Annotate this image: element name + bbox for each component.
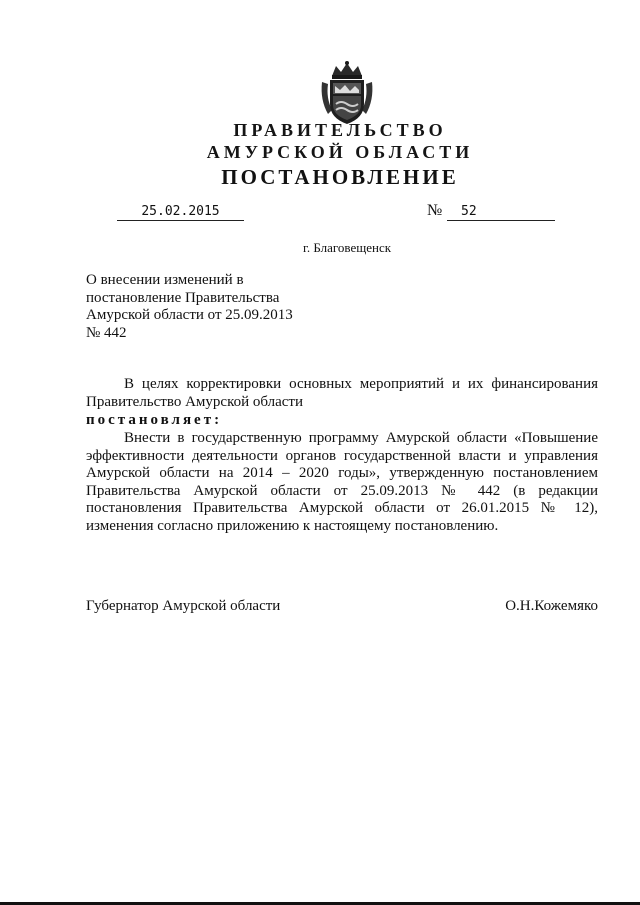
paragraph-line: В целях корректировки основных мероприятий и их финансирования xyxy=(124,376,598,392)
document-subject xyxy=(86,272,346,342)
subject-line: Амурской области от 25.09.2013 xyxy=(86,307,293,323)
coat-of-arms-icon xyxy=(318,60,376,126)
number-sign: № xyxy=(427,202,443,219)
subject-line: О внесении изменений в xyxy=(86,272,244,288)
document-number: 52 xyxy=(447,204,555,221)
preamble-paragraph xyxy=(86,376,598,411)
paragraph-line: Правительства Амурской области от 25.09.2013 № 442 (в редакции xyxy=(86,482,598,499)
document-type-title: ПОСТАНОВЛЕНИЕ xyxy=(221,165,459,189)
paragraph-line: Внести в государственную программу Амурской области «Повышение xyxy=(124,430,598,446)
signatory-position: Губернатор Амурской области xyxy=(86,598,281,614)
document-date: 25.02.2015 xyxy=(117,204,244,221)
paragraph-line: Амурской области на 2014 – 2020 годы», утвержденную постановлением xyxy=(86,465,598,481)
paragraph-line: постановления Правительства Амурской области от 26.01.2015 № 12), xyxy=(86,500,598,516)
paragraph-line: Правительство Амурской области xyxy=(86,393,304,410)
decree-word: постановляет: xyxy=(86,412,223,428)
subject-line: постановление Правительства xyxy=(86,289,280,306)
paragraph-line: изменения согласно приложению к настоящему постановлению. xyxy=(86,517,499,534)
signatory-name: О.Н.Кожемяко xyxy=(505,598,598,614)
paragraph-line: эффективности деятельности органов государственной власти и управления xyxy=(86,447,598,464)
operative-paragraph xyxy=(86,430,598,535)
subject-line: № 442 xyxy=(86,324,127,341)
city-name: г. Благовещенск xyxy=(302,240,392,255)
org-name-line-2: АМУРСКОЙ ОБЛАСТИ xyxy=(206,142,474,162)
org-name-line-1: ПРАВИТЕЛЬСТВО xyxy=(233,120,447,140)
